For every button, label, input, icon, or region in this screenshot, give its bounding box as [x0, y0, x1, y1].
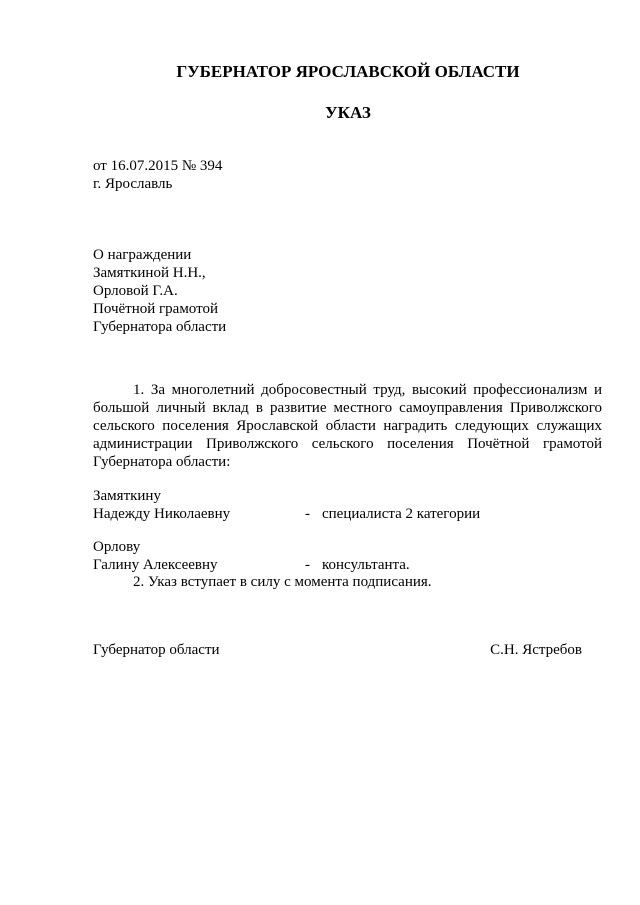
recipient-position: специалиста 2 категории	[322, 506, 481, 522]
subject-line: Замяткиной Н.Н.,	[93, 265, 206, 281]
recipient-dash: -	[305, 506, 310, 522]
clause-1-text: 1. За многолетний добросовестный труд, высокий профессионализм и большой личный вклад в развитие местного самоуправления Приволжского сельского поселения Ярославской области наградить следующих служащих администрации Приволжского сельского поселения Почётной грамотой Губернатора области:	[93, 382, 602, 470]
document-subject	[93, 246, 226, 336]
recipient-surname: Замяткину	[93, 488, 161, 504]
recipient-given-names: Галину Алексеевну	[93, 557, 218, 573]
recipient-dash: -	[305, 557, 310, 573]
document-authority: ГУБЕРНАТОР ЯРОСЛАВСКОЙ ОБЛАСТИ	[176, 62, 520, 81]
recipient-2	[93, 538, 602, 574]
signatory-title: Губернатор области	[93, 642, 220, 658]
date-number: от 16.07.2015 № 394	[93, 158, 223, 174]
clause-1	[93, 381, 602, 471]
recipient-surname: Орлову	[93, 539, 141, 555]
signatory-name: С.Н. Ястребов	[490, 642, 582, 658]
recipient-1	[93, 487, 602, 523]
recipient-position: консультанта.	[322, 557, 410, 573]
clause-2: 2. Указ вступает в силу с момента подписания.	[133, 574, 432, 590]
document-meta	[93, 157, 222, 193]
document-type: УКАЗ	[325, 103, 371, 122]
city: г. Ярославль	[93, 176, 173, 192]
signature-block	[93, 641, 582, 659]
subject-line: Губернатора области	[93, 319, 227, 335]
subject-line: Орловой Г.А.	[93, 283, 178, 299]
recipient-given-names: Надежду Николаевну	[93, 506, 231, 522]
subject-line: Почётной грамотой	[93, 301, 218, 317]
subject-line: О награждении	[93, 247, 192, 263]
